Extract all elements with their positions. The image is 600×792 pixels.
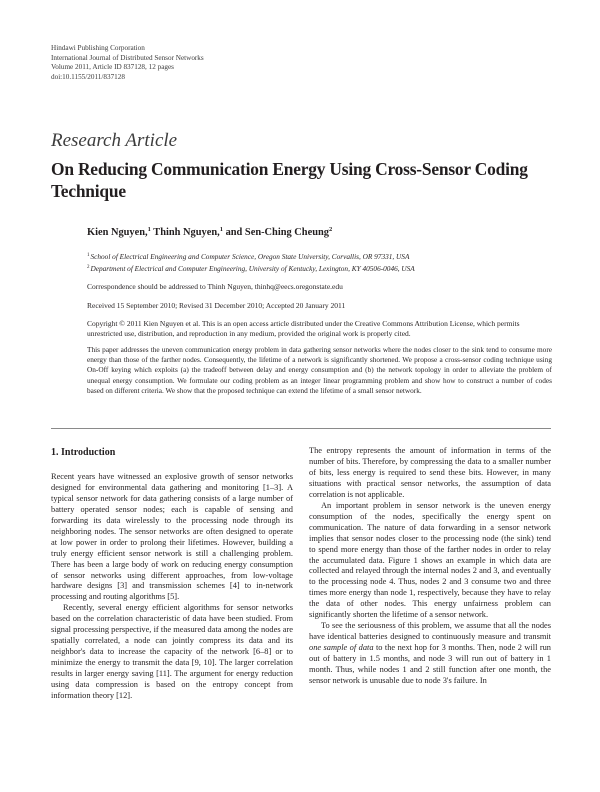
author-affil-marker: 1 [219, 226, 223, 233]
affiliation [87, 251, 415, 263]
affiliation-number: 1 [87, 253, 90, 258]
author-name: and Sen-Ching Cheung [225, 227, 329, 238]
emphasized-text: one sample of data [309, 643, 374, 653]
body-paragraph: An important problem in sensor network is the uneven energy consumption of the nodes, specifically the energy spent on communication. The nature of data forwarding in a sensor network implies that sensor nodes closer to the processing node (the sink) tend to spend more energy than those of the farther nodes in order to relay the accumulated data. Figure 1 shows an example in which data are collected and relayed through the internal nodes 2 and 3, and eventually to the processing node 4. Thus, nodes 2 and 3 consume two and three times more energy than node 1, respectively, because they have to relay the data of other nodes. This energy unfairness problem can significantly shorten the lifetime of a sensor network. [309, 500, 551, 620]
paragraph-text: to the next hop for 3 months. Then, node 2 will run out of battery in 1.5 months, and node 3 will run out of battery in 1 month. Thus, while nodes 1 and 2 still function after one month, the sensor network is unusable due to node 3's failure. In [309, 643, 551, 686]
paper-title: On Reducing Communication Energy Using Cross-Sensor Coding Technique [51, 159, 528, 201]
affiliation-text: Department of Electrical and Computer Engineering, University of Kentucky, Lexington, KY 40506-0046, USA [90, 263, 415, 273]
section-heading: 1. Introduction [51, 447, 116, 458]
body-paragraph: The entropy represents the amount of information in terms of the number of bits. Therefore, by compressing the data to a smaller number of bits, less energy is required to send these bits. However, in many situations with practical sensor networks, the assumption of data correlation is not applicable. [309, 446, 551, 499]
author-list [87, 226, 332, 238]
author-affil-marker: 2 [328, 226, 333, 233]
body-paragraph: Recently, several energy efficient algorithms for sensor networks based on the correlation characteristic of data have been studied. From signal processing perspective, if the measured data among the nodes are spatially correlated, a node can jointly compress its data and its neighbor's data to increase the capacity of the network [6–8] or to minimize the energy to transmit the data [9, 10]. The larger correlation results in larger energy saving [11]. The argument for energy reduction using data compression is based on the entropy concept from information theory [12]. [51, 603, 293, 701]
received-dates: Received 15 September 2010; Revised 31 December 2010; Accepted 20 January 2011 [87, 301, 346, 310]
correspondence: Correspondence should be addressed to Thinh Nguyen, thinhq@eecs.oregonstate.edu [87, 282, 343, 291]
copyright-notice: Copyright © 2011 Kien Nguyen et al. This is an open access article distributed under the Creative Commons Attribution License, which permits unrestricted use, distribution, and reproduction in any medium, provided the original work is properly cited. [87, 319, 520, 339]
doi: doi:10.1155/2011/837128 [51, 72, 125, 81]
article-type: Research Article [51, 130, 178, 151]
volume-info: Volume 2011, Article ID 837128, 12 pages [51, 63, 174, 72]
affiliation [87, 263, 415, 275]
publisher-name: Hindawi Publishing Corporation [51, 44, 145, 52]
author-name: Kien Nguyen, [87, 227, 148, 238]
right-column [309, 446, 551, 687]
author-affil-marker: 1 [147, 226, 151, 233]
left-column [51, 448, 293, 702]
affiliations [87, 251, 415, 275]
affiliation-number: 2 [87, 264, 90, 270]
section-divider [51, 428, 551, 429]
body-paragraph: Recent years have witnessed an explosive growth of sensor networks designed for environmental data gathering and monitoring [1–3]. A typical sensor network for data gathering consists of a large number of battery operated sensor nodes; each is capable of sensing and forwarding its data wirelessly to the processing node through its neighboring nodes. The sensor networks are often designed to operate at low power in order to prolong their lifetimes. However, building a truly energy efficient sensor network is still a challenging problem. There has been a large body of work on reducing energy consumption of sensor networks using different approaches, from low-voltage hardware designs [3] and transmission schemes [4] to in-network processing and routing algorithms [5]. [51, 471, 293, 602]
journal-name: International Journal of Distributed Sensor Networks [51, 53, 204, 62]
abstract: This paper addresses the uneven communication energy problem in data gathering sensor networks where the nodes closer to the sink tend to consume more energy than those of the farther nodes. Consequently, the lifetime of a network is significantly shortened. We propose a cross-sensor coding technique using On-Off keying which exploits (a) the tradeoff between delay and energy consumption and (b) the network topology in order to alleviate the problem of unequal energy consumption. We formulate our coding problem as an integer linear programming problem and show how to construct a number of codes based on different criteria. We show that the proposed technique can extend the lifetime of a small sensor network. [87, 345, 552, 395]
body-paragraph [309, 621, 551, 687]
author-name: Thinh Nguyen, [153, 227, 220, 238]
journal-masthead [51, 44, 204, 82]
paragraph-text: To see the seriousness of this problem, we assume that all the nodes have identical batteries designed to continuously measure and transmit [309, 621, 551, 642]
affiliation-text: School of Electrical Engineering and Computer Science, Oregon State University, Corvallis, OR 97331, USA [90, 252, 410, 261]
